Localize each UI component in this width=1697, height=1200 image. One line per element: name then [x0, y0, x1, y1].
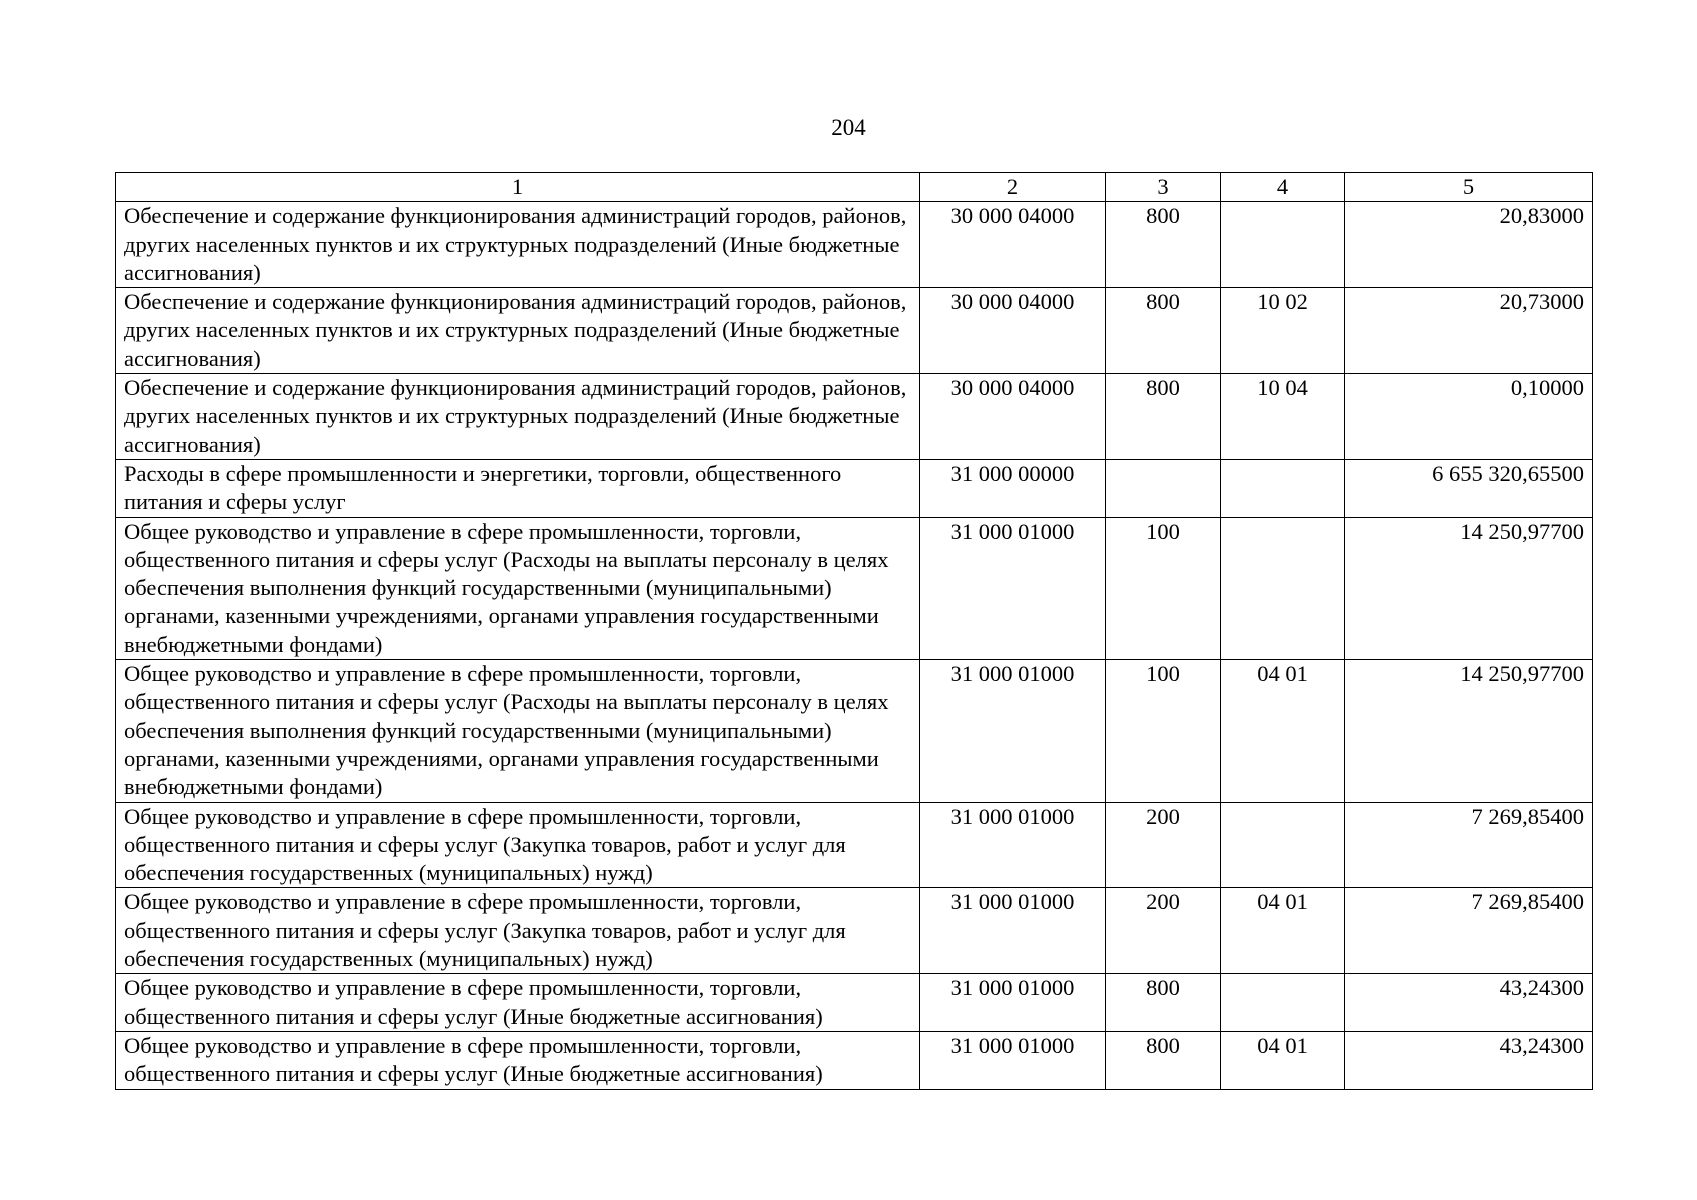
row-section: [1221, 459, 1345, 517]
row-description: Общее руководство и управление в сфере промышленности, торговли, общественного питания и сферы услуг (Иные бюджетные ассигнования): [116, 974, 920, 1032]
header-cell-4: 4: [1221, 173, 1345, 202]
row-code: 31 000 01000: [920, 660, 1106, 802]
row-amount: 20,73000: [1345, 288, 1593, 374]
row-description: Общее руководство и управление в сфере промышленности, торговли, общественного питания и сферы услуг (Закупка товаров, работ и услуг для обеспечения государственных (муниципальных) нужд): [116, 888, 920, 974]
row-code: 31 000 01000: [920, 1031, 1106, 1089]
table-row: [116, 374, 1593, 460]
table-row: [116, 202, 1593, 288]
row-description: Обеспечение и содержание функционирования администраций городов, районов, других населенных пунктов и их структурных подразделений (Иные бюджетные ассигнования): [116, 202, 920, 288]
row-section: 10 04: [1221, 374, 1345, 460]
row-expense-type: 800: [1106, 202, 1221, 288]
row-amount: 43,24300: [1345, 974, 1593, 1032]
table-body: [116, 202, 1593, 1089]
row-amount: 20,83000: [1345, 202, 1593, 288]
row-section: [1221, 202, 1345, 288]
row-code: 31 000 01000: [920, 888, 1106, 974]
row-description: Общее руководство и управление в сфере промышленности, торговли, общественного питания и сферы услуг (Иные бюджетные ассигнования): [116, 1031, 920, 1089]
row-code: 30 000 04000: [920, 288, 1106, 374]
row-expense-type: 800: [1106, 1031, 1221, 1089]
header-cell-3: 3: [1106, 173, 1221, 202]
header-cell-5: 5: [1345, 173, 1593, 202]
row-expense-type: 800: [1106, 974, 1221, 1032]
row-expense-type: 200: [1106, 888, 1221, 974]
row-amount: 7 269,85400: [1345, 888, 1593, 974]
page-number: 204: [831, 115, 866, 140]
row-expense-type: 800: [1106, 288, 1221, 374]
row-code: 31 000 01000: [920, 974, 1106, 1032]
row-amount: 7 269,85400: [1345, 802, 1593, 888]
table-row: [116, 459, 1593, 517]
row-description: Расходы в сфере промышленности и энергетики, торговли, общественного питания и сферы услуг: [116, 459, 920, 517]
header-row: [116, 173, 1593, 202]
budget-table: [115, 172, 1593, 1090]
row-expense-type: 200: [1106, 802, 1221, 888]
row-expense-type: [1106, 459, 1221, 517]
header-cell-1: 1: [116, 173, 920, 202]
table-header: [116, 173, 1593, 202]
row-section: 10 02: [1221, 288, 1345, 374]
row-amount: 0,10000: [1345, 374, 1593, 460]
table-row: [116, 888, 1593, 974]
table-row: [116, 974, 1593, 1032]
row-description: Общее руководство и управление в сфере промышленности, торговли, общественного питания и сферы услуг (Расходы на выплаты персоналу в целях обеспечения выполнения функций государственными (муниципальными) органами, казенными учреждениями, органами управления государственными внебюджетными фондами): [116, 517, 920, 659]
row-amount: 43,24300: [1345, 1031, 1593, 1089]
row-section: [1221, 802, 1345, 888]
row-section: [1221, 517, 1345, 659]
row-code: 30 000 04000: [920, 374, 1106, 460]
row-expense-type: 100: [1106, 660, 1221, 802]
row-expense-type: 100: [1106, 517, 1221, 659]
row-expense-type: 800: [1106, 374, 1221, 460]
row-amount: 14 250,97700: [1345, 517, 1593, 659]
row-section: 04 01: [1221, 660, 1345, 802]
table-row: [116, 660, 1593, 802]
table-row: [116, 802, 1593, 888]
row-code: 31 000 01000: [920, 517, 1106, 659]
row-section: 04 01: [1221, 888, 1345, 974]
table-row: [116, 517, 1593, 659]
row-code: 30 000 04000: [920, 202, 1106, 288]
row-code: 31 000 00000: [920, 459, 1106, 517]
row-section: [1221, 974, 1345, 1032]
table-row: [116, 288, 1593, 374]
row-amount: 6 655 320,65500: [1345, 459, 1593, 517]
header-cell-2: 2: [920, 173, 1106, 202]
row-description: Обеспечение и содержание функционирования администраций городов, районов, других населенных пунктов и их структурных подразделений (Иные бюджетные ассигнования): [116, 374, 920, 460]
table-row: [116, 1031, 1593, 1089]
row-section: 04 01: [1221, 1031, 1345, 1089]
row-code: 31 000 01000: [920, 802, 1106, 888]
row-description: Общее руководство и управление в сфере промышленности, торговли, общественного питания и сферы услуг (Закупка товаров, работ и услуг для обеспечения государственных (муниципальных) нужд): [116, 802, 920, 888]
row-description: Обеспечение и содержание функционирования администраций городов, районов, других населенных пунктов и их структурных подразделений (Иные бюджетные ассигнования): [116, 288, 920, 374]
row-amount: 14 250,97700: [1345, 660, 1593, 802]
row-description: Общее руководство и управление в сфере промышленности, торговли, общественного питания и сферы услуг (Расходы на выплаты персоналу в целях обеспечения выполнения функций государственными (муниципальными) органами, казенными учреждениями, органами управления государственными внебюджетными фондами): [116, 660, 920, 802]
